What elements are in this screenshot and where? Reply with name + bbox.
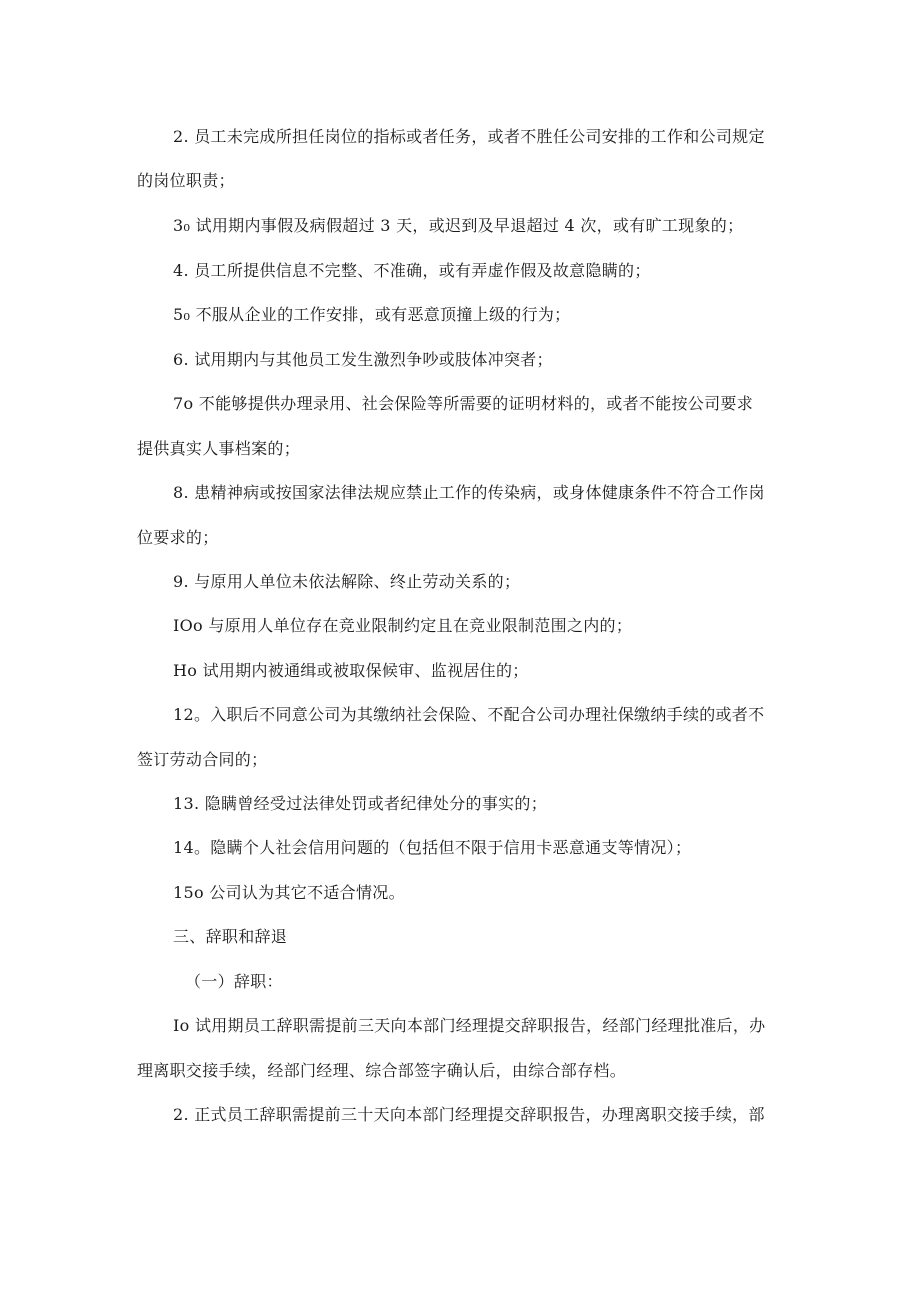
item-2-line-2: 的岗位职责；	[137, 171, 235, 190]
item-5: 5₀ 不服从企业的工作安排，或有恶意顶撞上级的行为；	[173, 305, 571, 324]
item-8-line-1: 8. 患精神病或按国家法律法规应禁止工作的传染病，或身体健康条件不符合工作岗	[173, 483, 765, 502]
item-13: 13. 隐瞒曾经受过法律处罚或者纪律处分的事实的；	[173, 794, 548, 813]
item-7-line-2: 提供真实人事档案的；	[137, 439, 301, 458]
subsection-heading: （一）辞职：	[185, 972, 283, 991]
item-15: 15o 公司认为其它不适合情况。	[173, 883, 405, 902]
item-12-line-1: 12。入职后不同意公司为其缴纳社会保险、不配合公司办理社保缴纳手续的或者不	[173, 705, 765, 724]
item-12-line-2: 签订劳动合同的；	[137, 750, 268, 769]
resign-item-2-line-1: 2. 正式员工辞职需提前三十天向本部门经理提交辞职报告，办理离职交接手续，部	[173, 1105, 765, 1124]
item-4: 4. 员工所提供信息不完整、不准确，或有弄虚作假及故意隐瞒的；	[173, 261, 651, 280]
item-11: Ho 试用期内被通缉或被取保候审、监视居住的；	[173, 661, 529, 680]
resign-item-1-line-2: 理离职交接手续，经部门经理、综合部签字确认后，由综合部存档。	[137, 1061, 627, 1080]
resign-item-1-line-1: Io 试用期员工辞职需提前三天向本部门经理提交辞职报告，经部门经理批准后，办	[173, 1016, 766, 1035]
item-8-line-2: 位要求的；	[137, 528, 219, 547]
item-14: 14。隐瞒个人社会信用问题的（包括但不限于信用卡恶意通支等情况）；	[173, 838, 692, 857]
item-3: 3₀ 试用期内事假及病假超过 3 天，或迟到及早退超过 4 次，或有旷工现象的；	[173, 216, 744, 235]
item-9: 9. 与原用人单位未依法解除、终止劳动关系的；	[173, 572, 521, 591]
item-2-line-1: 2. 员工未完成所担任岗位的指标或者任务，或者不胜任公司安排的工作和公司规定	[173, 127, 765, 146]
item-7-line-1: 7o 不能够提供办理录用、社会保险等所需要的证明材料的，或者不能按公司要求	[173, 394, 753, 413]
item-10: IOo 与原用人单位存在竞业限制约定且在竞业限制范围之内的；	[173, 616, 633, 635]
item-6: 6. 试用期内与其他员工发生激烈争吵或肢体冲突者；	[173, 350, 553, 369]
section-heading: 三、辞职和辞退	[173, 927, 288, 946]
